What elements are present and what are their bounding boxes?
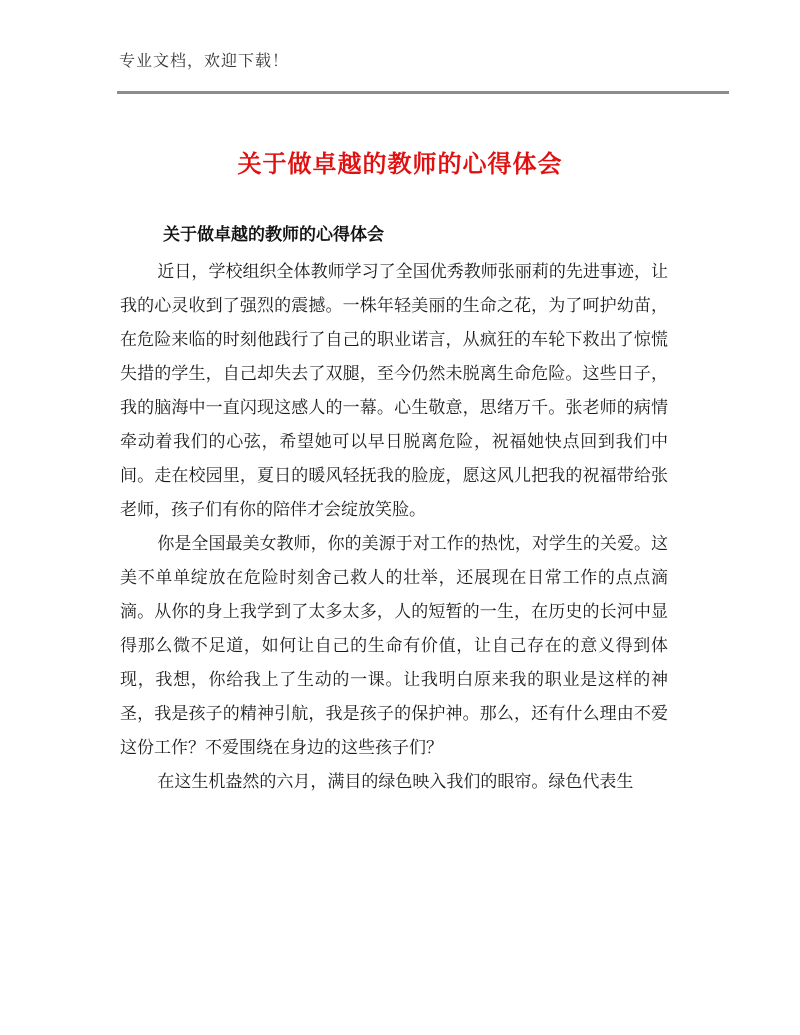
section-heading: 关于做卓越的教师的心得体会	[163, 225, 384, 245]
document-body	[120, 255, 668, 799]
document-title: 关于做卓越的教师的心得体会	[237, 150, 563, 178]
paragraph-1: 近日，学校组织全体教师学习了全国优秀教师张丽莉的先进事迹，让我的心灵收到了强烈的震撼。一株年轻美丽的生命之花，为了呵护幼苗，在危险来临的时刻他践行了自己的职业诺言，从疯狂的车轮下救出了惊慌失措的学生，自己却失去了双腿，至今仍然未脱离生命危险。这些日子，我的脑海中一直闪现这感人的一幕。心生敬意，思绪万千。张老师的病情牵动着我们的心弦，希望她可以早日脱离危险，祝福她快点回到我们中间。走在校园里，夏日的暖风轻抚我的脸庞，愿这风儿把我的祝福带给张老师，孩子们有你的陪伴才会绽放笑脸。	[120, 262, 668, 520]
header-divider	[117, 91, 729, 94]
paragraph-3: 在这生机盎然的六月，满目的绿色映入我们的眼帘。绿色代表生	[157, 772, 634, 792]
paragraph-2: 你是全国最美女教师，你的美源于对工作的热忱，对学生的关爱。这美不单单绽放在危险时刻舍己救人的壮举，还展现在日常工作的点点滴滴。从你的身上我学到了太多太多，人的短暂的一生，在历史的长河中显得那么微不足道，如何让自己的生命有价值，让自己存在的意义得到体现，我想，你给我上了生动的一课。让我明白原来我的职业是这样的神圣，我是孩子的精神引航，我是孩子的保护神。那么，还有什么理由不爱这份工作？不爱围绕在身边的这些孩子们？	[120, 534, 668, 758]
header-note: 专业文档，欢迎下载！	[119, 51, 290, 70]
